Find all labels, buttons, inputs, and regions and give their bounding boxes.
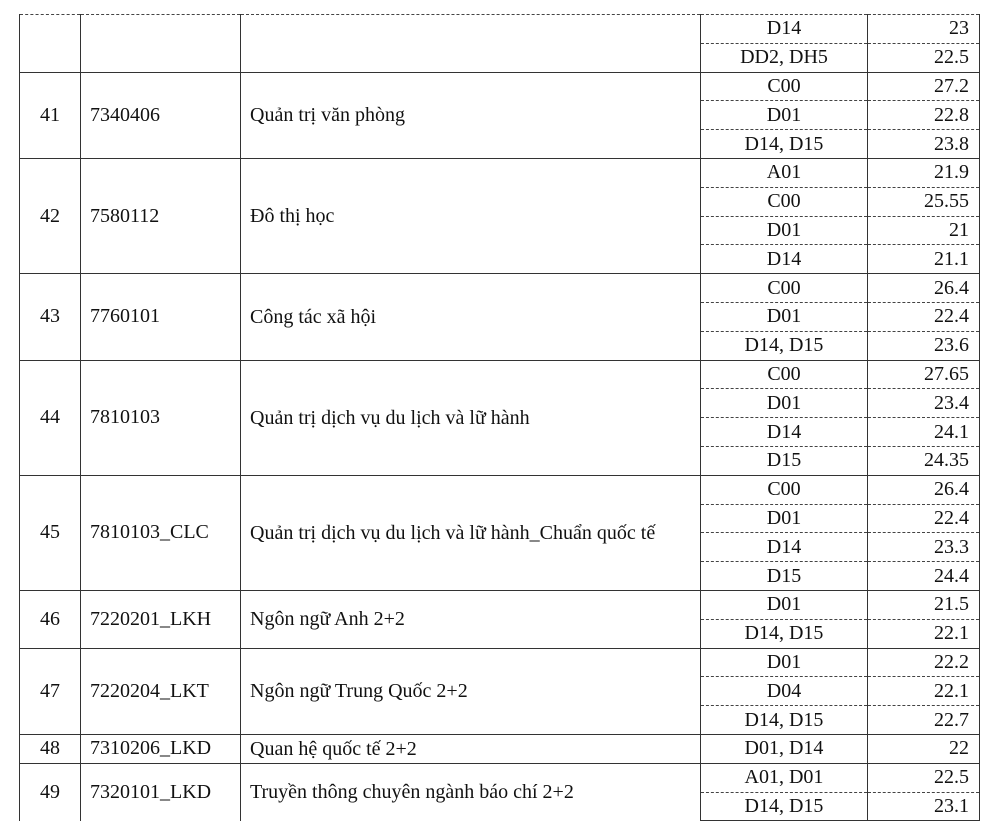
major-name: Quản trị văn phòng <box>241 72 701 158</box>
major-name <box>241 15 701 73</box>
major-name: Quản trị dịch vụ du lịch và lữ hành_Chuẩn quốc tế <box>241 475 701 590</box>
subject-combination: A01 <box>701 158 868 187</box>
admission-scores-table <box>19 14 980 821</box>
cutoff-score: 23.1 <box>868 792 980 821</box>
cutoff-score: 22.2 <box>868 648 980 677</box>
cutoff-score: 27.2 <box>868 72 980 101</box>
table-row <box>20 763 980 792</box>
cutoff-score: 24.1 <box>868 418 980 447</box>
table-body <box>20 15 980 821</box>
subject-combination: C00 <box>701 72 868 101</box>
table-row <box>20 648 980 677</box>
row-number: 45 <box>20 475 81 590</box>
subject-combination: D01 <box>701 590 868 619</box>
subject-combination: C00 <box>701 187 868 216</box>
admission-scores-table-page <box>19 14 980 821</box>
cutoff-score: 21.5 <box>868 590 980 619</box>
subject-combination: DD2, DH5 <box>701 43 868 72</box>
table-row <box>20 274 980 303</box>
row-number: 41 <box>20 72 81 158</box>
row-number: 43 <box>20 274 81 360</box>
cutoff-score: 27.65 <box>868 360 980 389</box>
subject-combination: D14, D15 <box>701 706 868 735</box>
table-row <box>20 590 980 619</box>
cutoff-score: 22.7 <box>868 706 980 735</box>
major-code: 7340406 <box>81 72 241 158</box>
major-code: 7220204_LKT <box>81 648 241 734</box>
cutoff-score: 22.1 <box>868 619 980 648</box>
subject-combination: D14 <box>701 533 868 562</box>
major-name: Ngôn ngữ Anh 2+2 <box>241 590 701 648</box>
table-row <box>20 72 980 101</box>
cutoff-score: 26.4 <box>868 274 980 303</box>
row-number: 48 <box>20 734 81 763</box>
subject-combination: C00 <box>701 274 868 303</box>
major-code: 7760101 <box>81 274 241 360</box>
cutoff-score: 22 <box>868 734 980 763</box>
major-code: 7220201_LKH <box>81 590 241 648</box>
subject-combination: D14 <box>701 245 868 274</box>
major-code: 7310206_LKD <box>81 734 241 763</box>
subject-combination: D14 <box>701 418 868 447</box>
cutoff-score: 23 <box>868 15 980 44</box>
row-number: 44 <box>20 360 81 475</box>
major-name: Công tác xã hội <box>241 274 701 360</box>
row-number: 47 <box>20 648 81 734</box>
cutoff-score: 22.5 <box>868 763 980 792</box>
major-code: 7810103 <box>81 360 241 475</box>
subject-combination: D01 <box>701 504 868 533</box>
row-number: 42 <box>20 158 81 273</box>
major-code: 7320101_LKD <box>81 763 241 821</box>
cutoff-score: 23.3 <box>868 533 980 562</box>
cutoff-score: 23.6 <box>868 331 980 360</box>
subject-combination: D14, D15 <box>701 130 868 159</box>
major-name: Truyền thông chuyên ngành báo chí 2+2 <box>241 763 701 821</box>
table-row <box>20 475 980 504</box>
subject-combination: D01 <box>701 216 868 245</box>
subject-combination: C00 <box>701 475 868 504</box>
major-code <box>81 15 241 73</box>
cutoff-score: 22.8 <box>868 101 980 130</box>
table-row <box>20 360 980 389</box>
subject-combination: D14, D15 <box>701 619 868 648</box>
major-code: 7580112 <box>81 158 241 273</box>
cutoff-score: 23.8 <box>868 130 980 159</box>
table-row <box>20 734 980 763</box>
subject-combination: A01, D01 <box>701 763 868 792</box>
subject-combination: D01 <box>701 389 868 418</box>
row-number <box>20 15 81 73</box>
cutoff-score: 22.4 <box>868 504 980 533</box>
major-name: Ngôn ngữ Trung Quốc 2+2 <box>241 648 701 734</box>
subject-combination: D14, D15 <box>701 331 868 360</box>
subject-combination: D04 <box>701 677 868 706</box>
subject-combination: D01 <box>701 648 868 677</box>
subject-combination: D15 <box>701 446 868 475</box>
subject-combination: D01, D14 <box>701 734 868 763</box>
major-code: 7810103_CLC <box>81 475 241 590</box>
cutoff-score: 24.4 <box>868 562 980 591</box>
major-name: Đô thị học <box>241 158 701 273</box>
subject-combination: D14 <box>701 15 868 44</box>
subject-combination: D01 <box>701 302 868 331</box>
table-row <box>20 15 980 44</box>
major-name: Quản trị dịch vụ du lịch và lữ hành <box>241 360 701 475</box>
row-number: 49 <box>20 763 81 821</box>
cutoff-score: 25.55 <box>868 187 980 216</box>
cutoff-score: 22.4 <box>868 302 980 331</box>
cutoff-score: 24.35 <box>868 446 980 475</box>
subject-combination: D15 <box>701 562 868 591</box>
cutoff-score: 22.5 <box>868 43 980 72</box>
cutoff-score: 21.9 <box>868 158 980 187</box>
subject-combination: D14, D15 <box>701 792 868 821</box>
cutoff-score: 26.4 <box>868 475 980 504</box>
table-row <box>20 158 980 187</box>
cutoff-score: 21.1 <box>868 245 980 274</box>
cutoff-score: 21 <box>868 216 980 245</box>
subject-combination: D01 <box>701 101 868 130</box>
row-number: 46 <box>20 590 81 648</box>
cutoff-score: 22.1 <box>868 677 980 706</box>
major-name: Quan hệ quốc tế 2+2 <box>241 734 701 763</box>
cutoff-score: 23.4 <box>868 389 980 418</box>
subject-combination: C00 <box>701 360 868 389</box>
